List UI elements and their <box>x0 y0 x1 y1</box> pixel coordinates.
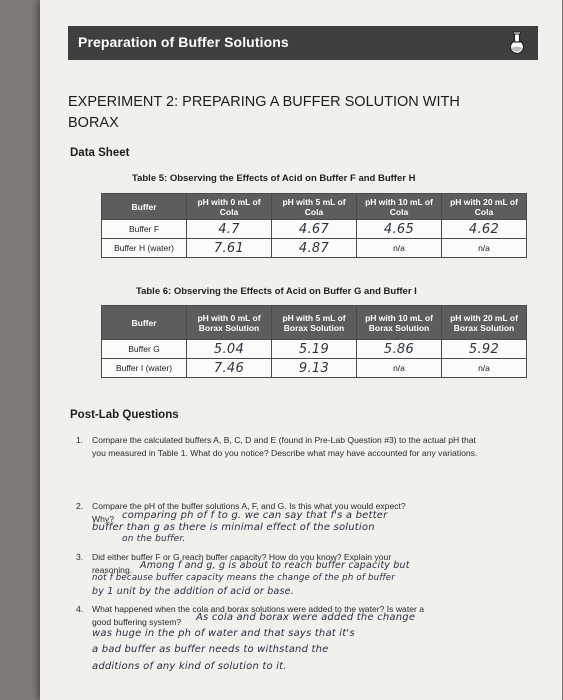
question-number: 3. <box>76 552 84 562</box>
table5-header: pH with 10 mL of Cola <box>357 194 442 220</box>
question-text: Compare the calculated buffers A, B, C, D and E (found in Pre-Lab Question #3) to the actual pH that you measured in Table 1. What do you notice? Describe what may have accounted for any variations. <box>92 435 478 458</box>
table5-header: Buffer <box>102 194 187 220</box>
handwritten-answer: on the buffer. <box>122 534 186 544</box>
handwritten-answer: a bad buffer as buffer needs to withstand the <box>92 644 329 655</box>
handwritten-answer: As cola and borax were added the change <box>196 612 416 623</box>
table-cell: 7.61 <box>187 239 272 258</box>
table-cell: 5.86 <box>357 340 442 359</box>
question-number: 2. <box>76 501 84 511</box>
table6-header: pH with 0 mL of Borax Solution <box>187 306 272 340</box>
table-cell: 4.87 <box>272 239 357 258</box>
question-text: Did either buffer F or G reach buffer capacity? How do you know? Explain your <box>92 552 392 562</box>
handwritten-answer: by 1 unit by the addition of acid or base. <box>92 586 294 597</box>
question-number: 1. <box>76 435 84 445</box>
question-1 <box>76 434 492 459</box>
row-label: Buffer F <box>102 220 187 239</box>
handwritten-answer: Among f and g, g is about to reach buffer capacity but <box>140 560 410 571</box>
row-label: Buffer I (water) <box>102 359 187 378</box>
data-sheet-heading: Data Sheet <box>70 147 130 159</box>
table5-header: pH with 20 mL of Cola <box>442 194 527 220</box>
worksheet-page <box>40 0 562 700</box>
table5-header: pH with 0 mL of Cola <box>187 194 272 220</box>
table6-caption: Table 6: Observing the Effects of Acid on Buffer G and Buffer I <box>136 286 417 297</box>
table6-header-row <box>102 306 527 340</box>
table-row <box>102 239 527 258</box>
table5 <box>101 193 527 258</box>
handwritten-answer: comparing ph of f to g. we can say that f's a better <box>122 510 388 521</box>
question-number: 4. <box>76 604 84 614</box>
row-label: Buffer G <box>102 340 187 359</box>
row-label: Buffer H (water) <box>102 239 187 258</box>
question-text-line2: reasoning. <box>92 564 133 575</box>
table-cell: 9.13 <box>272 359 357 378</box>
table6 <box>101 305 527 378</box>
table-cell: 4.67 <box>272 220 357 239</box>
header-title: Preparation of Buffer Solutions <box>78 34 289 50</box>
handwritten-answer: was huge in the ph of water and that says that it's <box>92 628 355 639</box>
table5-header-row <box>102 194 527 220</box>
question-text: What happened when the cola and borax solutions were added to the water? Is water a <box>92 604 425 614</box>
handwritten-answer: additions of any kind of solution to it. <box>92 661 287 672</box>
postlab-heading: Post-Lab Questions <box>70 409 179 421</box>
question-text-line2: Why? <box>92 513 114 524</box>
experiment-title: EXPERIMENT 2: PREPARING A BUFFER SOLUTION WITH BORAX <box>68 94 460 131</box>
table-cell: 4.65 <box>357 220 442 239</box>
table-cell: 5.04 <box>187 340 272 359</box>
table-cell: 7.46 <box>187 359 272 378</box>
table-cell: 4.7 <box>187 220 272 239</box>
table-cell: n/a <box>357 239 442 258</box>
handwritten-answer: buffer than g as there is minimal effect of the solution <box>92 522 375 533</box>
table6-header: pH with 5 mL of Borax Solution <box>272 306 357 340</box>
flask-icon <box>506 31 528 55</box>
table6-header: Buffer <box>102 306 187 340</box>
table-cell: n/a <box>442 359 527 378</box>
table-row <box>102 220 527 239</box>
table-cell: 5.92 <box>442 340 527 359</box>
handwritten-answer: not f because buffer capacity means the change of the ph of buffer <box>92 573 395 583</box>
table6-header: pH with 10 mL of Borax Solution <box>357 306 442 340</box>
table5-caption: Table 5: Observing the Effects of Acid on Buffer F and Buffer H <box>132 173 416 184</box>
question-text: Compare the pH of the buffer solutions A, F, and G. Is this what you would expect? <box>92 501 406 511</box>
table6-header: pH with 20 mL of Borax Solution <box>442 306 527 340</box>
table-cell: n/a <box>357 359 442 378</box>
table-row <box>102 359 527 378</box>
table-cell: n/a <box>442 239 527 258</box>
table-row <box>102 340 527 359</box>
table-cell: 5.19 <box>272 340 357 359</box>
header-banner <box>68 26 538 60</box>
table5-header: pH with 5 mL of Cola <box>272 194 357 220</box>
question-text-line2: good buffering system? <box>92 616 182 627</box>
table-cell: 4.62 <box>442 220 527 239</box>
